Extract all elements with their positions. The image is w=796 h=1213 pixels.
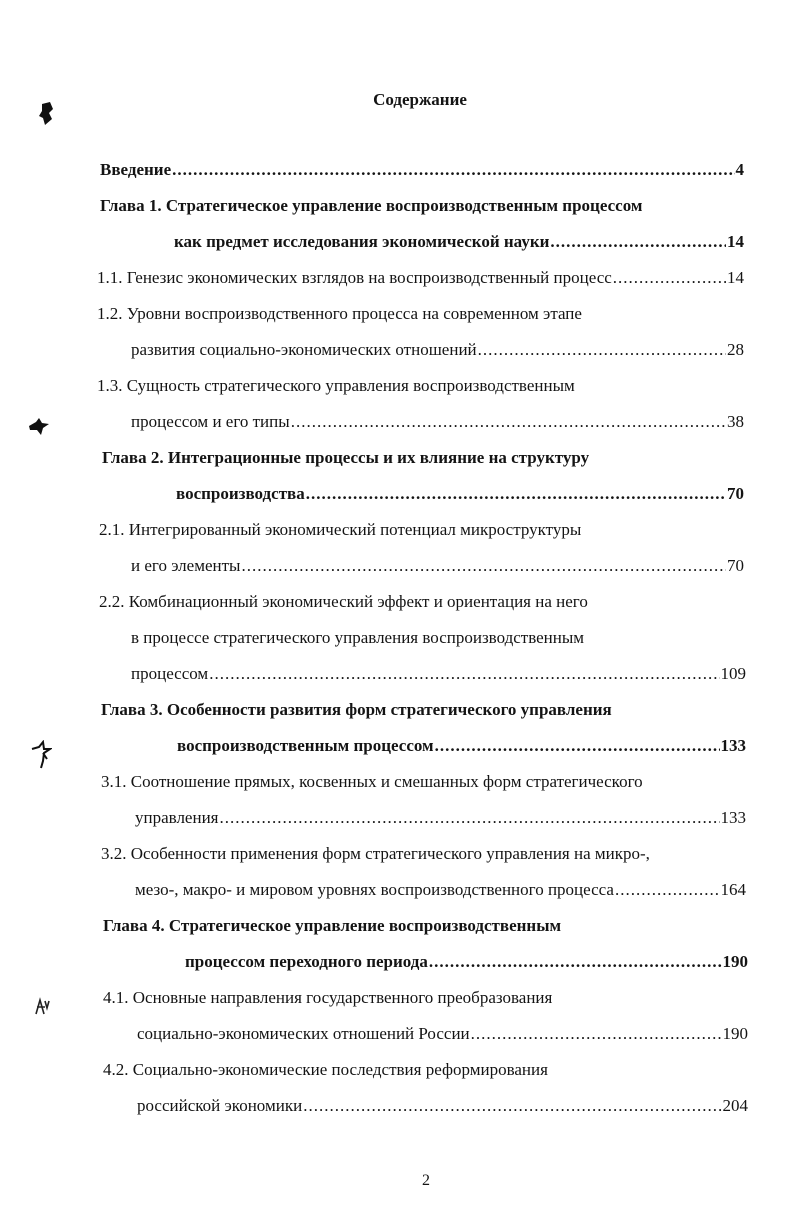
- toc-entry: 1.1. Генезис экономических взглядов на воспроизводственный процесс ..... 14: [97, 268, 744, 288]
- toc-entry: в процессе стратегического управления воспроизводственным: [131, 628, 585, 647]
- page-title: Содержание: [373, 90, 467, 109]
- toc-entry: Глава 4. Стратегическое управление воспроизводственным: [103, 916, 562, 935]
- toc-entry: 1.2. Уровни воспроизводственного процесса на современном этапе: [97, 304, 582, 323]
- toc-entry: процессом переходного периода ..... 190: [185, 952, 748, 972]
- toc-entry: 2.1. Интегрированный экономический потенциал микроструктуры: [99, 520, 582, 539]
- toc-entry: Глава 3. Особенности развития форм стратегического управления: [101, 700, 612, 719]
- toc-entry: Глава 1. Стратегическое управление воспроизводственным процессом: [100, 196, 643, 215]
- toc-entry: воспроизводственным процессом ..... 133: [177, 736, 746, 756]
- toc-entry: как предмет исследования экономической науки ..... 14: [174, 232, 744, 252]
- toc-entry: Глава 2. Интеграционные процессы и их влияние на структуру: [102, 448, 590, 467]
- toc-entry: 3.2. Особенности применения форм стратегического управления на микро-,: [101, 844, 650, 863]
- page-number: 2: [422, 1172, 430, 1189]
- toc-entry: развития социально-экономических отношений ..... 28: [131, 340, 744, 360]
- toc-entry: процессом ..... 109: [131, 664, 746, 684]
- scan-mark-icon: [33, 996, 51, 1016]
- toc-entry: 4.1. Основные направления государственного преобразования: [103, 988, 553, 1007]
- toc-entry: 1.3. Сущность стратегического управления воспроизводственным: [97, 376, 575, 395]
- toc-entry: мезо-, макро- и мировом уровнях воспроизводственного процесса ..... 164: [135, 880, 746, 900]
- scan-mark-icon: [30, 740, 52, 770]
- toc-entry: Введение ..... 4: [100, 160, 744, 180]
- toc-entry: 4.2. Социально-экономические последствия реформирования: [103, 1060, 548, 1079]
- toc-entry: воспроизводства ..... 70: [176, 484, 744, 504]
- toc-entry: российской экономики ..... 204: [137, 1096, 748, 1116]
- toc-entry: управления ..... 133: [135, 808, 746, 828]
- scan-mark-icon: [28, 418, 50, 436]
- toc-entry: и его элементы ..... 70: [131, 556, 744, 576]
- toc-entry: социально-экономических отношений России ..... 190: [137, 1024, 748, 1044]
- toc-entry: процессом и его типы ..... 38: [131, 412, 744, 432]
- toc-entry: 2.2. Комбинационный экономический эффект и ориентация на него: [99, 592, 588, 611]
- toc-entry: 3.1. Соотношение прямых, косвенных и смешанных форм стратегического: [101, 772, 643, 791]
